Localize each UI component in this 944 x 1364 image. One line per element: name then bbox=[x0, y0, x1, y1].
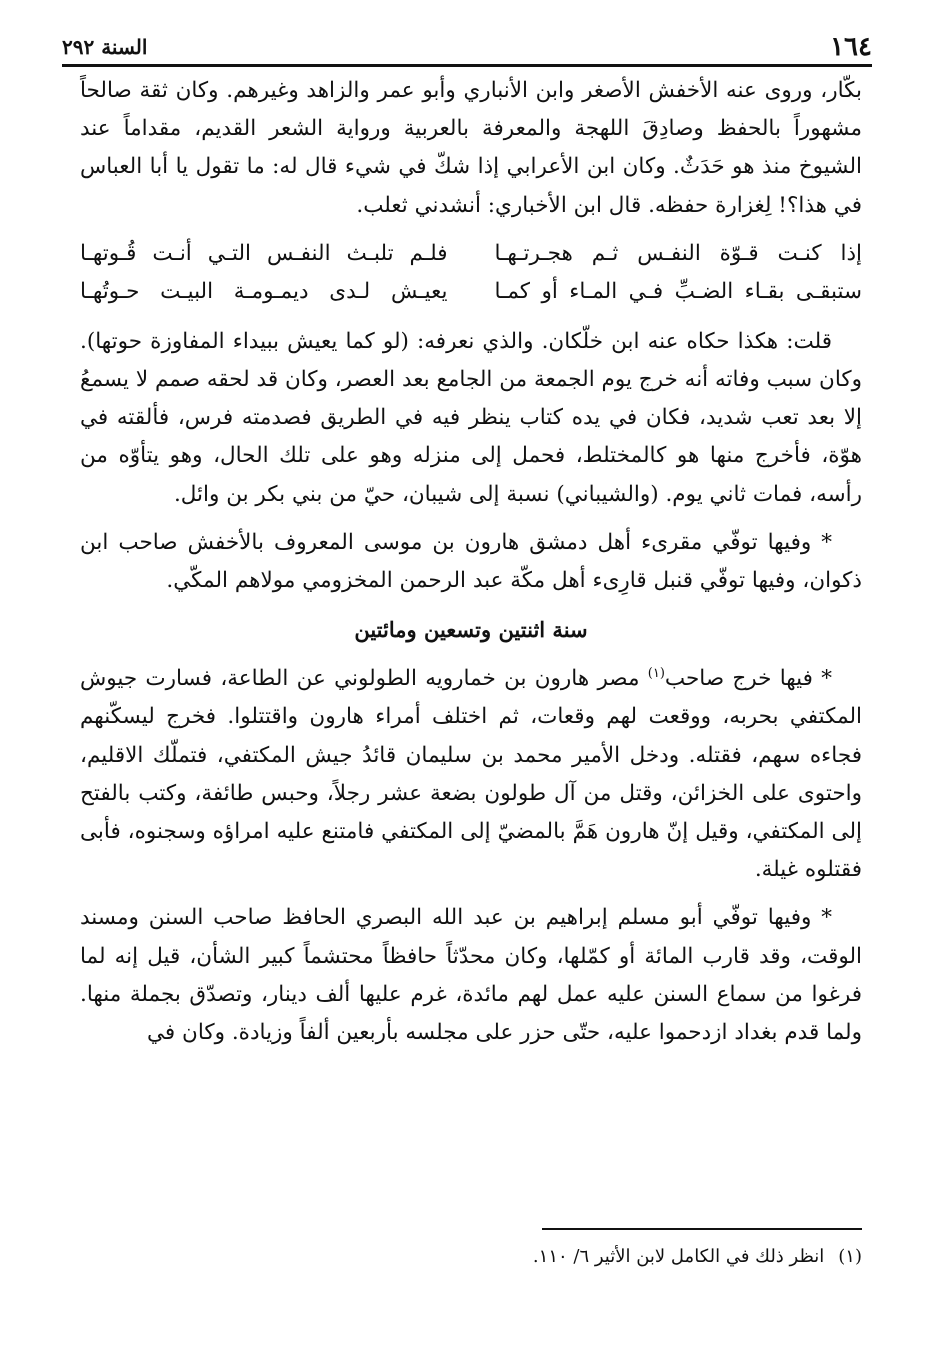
page-header bbox=[62, 24, 872, 62]
footnote-reference[interactable]: (١) bbox=[647, 666, 665, 682]
paragraph-1: بكّار، وروى عنه الأخفش الأصغر وابن الأنباري وأبو عمر والزاهد وغيرهم. وكان ثقة صالحاً مشهوراً بالحفظ وصادِقَ اللهجة والمعرفة بالعربية ورواية الشعر القديم، مقداماً عند الشيوخ منذ هو حَدَثٌ. وكان ابن الأعرابي إذا شكّ في شيء قال له: ما تقول يا أبا العباس في هذا؟! لِغزارة حفظه. قال ابن الأخباري: أنشدني ثعلب. bbox=[80, 78, 862, 218]
footnote-number: (١) bbox=[838, 1246, 862, 1267]
verse-1-first-hemistich: إذا كنـت قـوّة النفـس ثـم هجـرتـهـا bbox=[494, 240, 862, 266]
footnote bbox=[80, 1240, 862, 1274]
paragraph-4 bbox=[80, 660, 862, 889]
footnote-text: انظر ذلك في الكامل لابن الأثير ٦/ ١١٠. bbox=[532, 1246, 825, 1267]
poem bbox=[80, 235, 862, 311]
paragraph-4-rest: مصر هارون بن خمارويه الطولوني عن الطاعة، فسارت جيوش المكتفي بحربه، ووقعت لهم وقعات، ثم اختلف أمراء هارون واقتتلوا. فخرج ليسكّنهم فجاءه سهم، فقتله. ودخل الأمير محمد بن سليمان قائدُ جيش المكتفي، فتملّك الاقليم، واحتوى على الخزائن، وقتل من آل طولون بضعة عشر رجلاً، وحبس طائفة، وكتب بالفتح إلى المكتفي، وقيل إنّ هارون هَمَّ بالمضيّ إلى المكتفي فامتنع عليه امراؤه وسجنوه، فأبى فقتلوه غيلة. bbox=[80, 666, 862, 883]
paragraph-5: * وفيها توفّي أبو مسلم إبراهيم بن عبد الله البصري الحافظ صاحب السنن ومسند الوقت، وقد قارب المائة أو كمّلها، وكان محدّثاً حافظاً محتشماً كبير الشأن، قيل إنه لما فرغوا من سماع السنن عليه عمل لهم مائدة، غرم عليها ألف دينار، وتصدّق بجملة منها. ولما قدم بغداد ازدحموا عليه، حتّى حزر على مجلسه بأربعين ألفاً وزيادة. وكان في bbox=[80, 905, 862, 1046]
main-text bbox=[80, 72, 862, 1062]
verse-1-second-hemistich: فلـم تلبـث النفـس التـي أنـت قُـوتهـا bbox=[80, 240, 448, 266]
paragraph-2: قلت: هكذا حكاه عنه ابن خلّكان. والذي نعرفه: (لو كما يعيش ببيداء المفاوزة حوتها). وكان سبب وفاته أنه خرج يوم الجمعة من الجامع بعد العصر، وكان قد لحقه صمم لا يسمعُ إلا بعد تعب شديد، فكان في يده كتاب ينظر فيه في الطريق فصدمته فرس، فألقته في هوّة، فأخرج منها هو كالمختلط، فحمل إلى منزله وهو على تلك الحال، وهو يتأوّه من رأسه، فمات ثاني يوم. (والشيباني) نسبة إلى شيبان، حيّ من بني بكر بن وائل. bbox=[80, 328, 862, 507]
page-number: ١٦٤ bbox=[830, 32, 872, 62]
paragraph-4-start: * فيها خرج صاحب bbox=[664, 666, 832, 692]
header-rule bbox=[62, 64, 872, 67]
footnote-rule bbox=[542, 1228, 862, 1230]
section-title: سنة اثنتين وتسعين ومائتين bbox=[354, 617, 588, 643]
running-head: السنة ٢٩٢ bbox=[62, 35, 148, 59]
paragraph-3: * وفيها توفّي مقرىء أهل دمشق هارون بن موسى المعروف بالأخفش صاحب ابن ذكوان، وفيها توفّي قنبل قارِىء أهل مكّة عبد الرحمن المخزومي مولاهم المكّي. bbox=[80, 529, 862, 594]
verse-2-second-hemistich: يعيـش لـدى ديمـومـة البيـت حـوتُهـا bbox=[80, 278, 448, 304]
poem-verse-1 bbox=[80, 235, 862, 273]
poem-verse-2 bbox=[80, 273, 862, 311]
verse-2-first-hemistich: ستبقـى بقـاء الضـبِّ فـي المـاء أو كمـا bbox=[494, 278, 862, 304]
